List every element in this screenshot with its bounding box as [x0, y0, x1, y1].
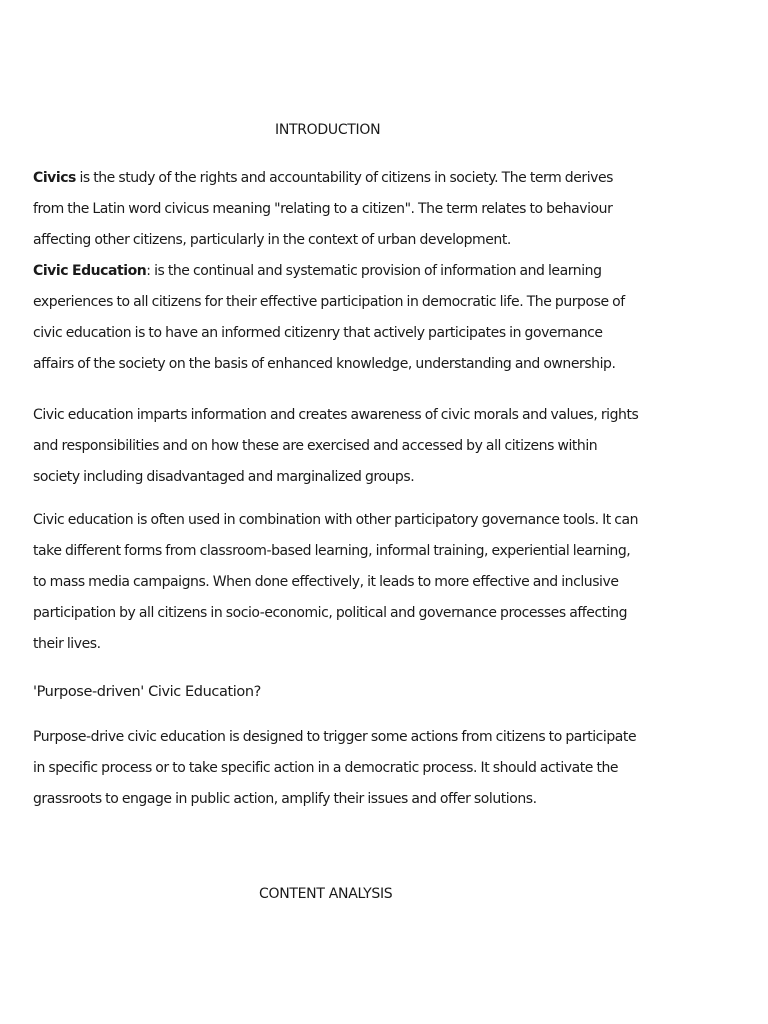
- introduction-heading: INTRODUCTION: [275, 122, 381, 138]
- combination-paragraph: Civic education is often used in combination with other participatory governance tools. It can take different forms from classroom-based learning, informal training, experiential learning, to mass media campaigns. When done effectively, it leads to more effective and inclusive participation by all citizens in socio-economic, political and governance processes affecting their lives.: [33, 512, 639, 652]
- civic-education-term: Civic Education: [33, 263, 147, 279]
- civics-definition: is the study of the rights and accountability of citizens in society. The term derives from the Latin word civicus meaning "relating to a citizen". The term relates to behaviour affecting other citizens, particularly in the context of urban development.: [33, 170, 613, 248]
- civics-paragraph: [33, 163, 643, 256]
- purpose-driven-paragraph: Purpose-drive civic education is designed to trigger some actions from citizens to participate in specific process or to take specific action in a democratic process. It should activate the grassroots to engage in public action, amplify their issues and offer solutions.: [33, 729, 637, 807]
- civic-education-definition: : is the continual and systematic provision of information and learning experiences to all citizens for their effective participation in democratic life. The purpose of civic education is to have an informed citizenry that actively participates in governance affairs of the society on the basis of enhanced knowledge, understanding and ownership.: [33, 263, 625, 372]
- imparts-paragraph: Civic education imparts information and creates awareness of civic morals and values, rights and responsibilities and on how these are exercised and accessed by all citizens within society including disadvantaged and marginalized groups.: [33, 407, 639, 485]
- content-analysis-heading: CONTENT ANALYSIS: [259, 886, 393, 902]
- civics-term: Civics: [33, 170, 76, 186]
- purpose-driven-heading: 'Purpose-driven' Civic Education?: [33, 684, 261, 700]
- civic-education-paragraph: [33, 256, 643, 380]
